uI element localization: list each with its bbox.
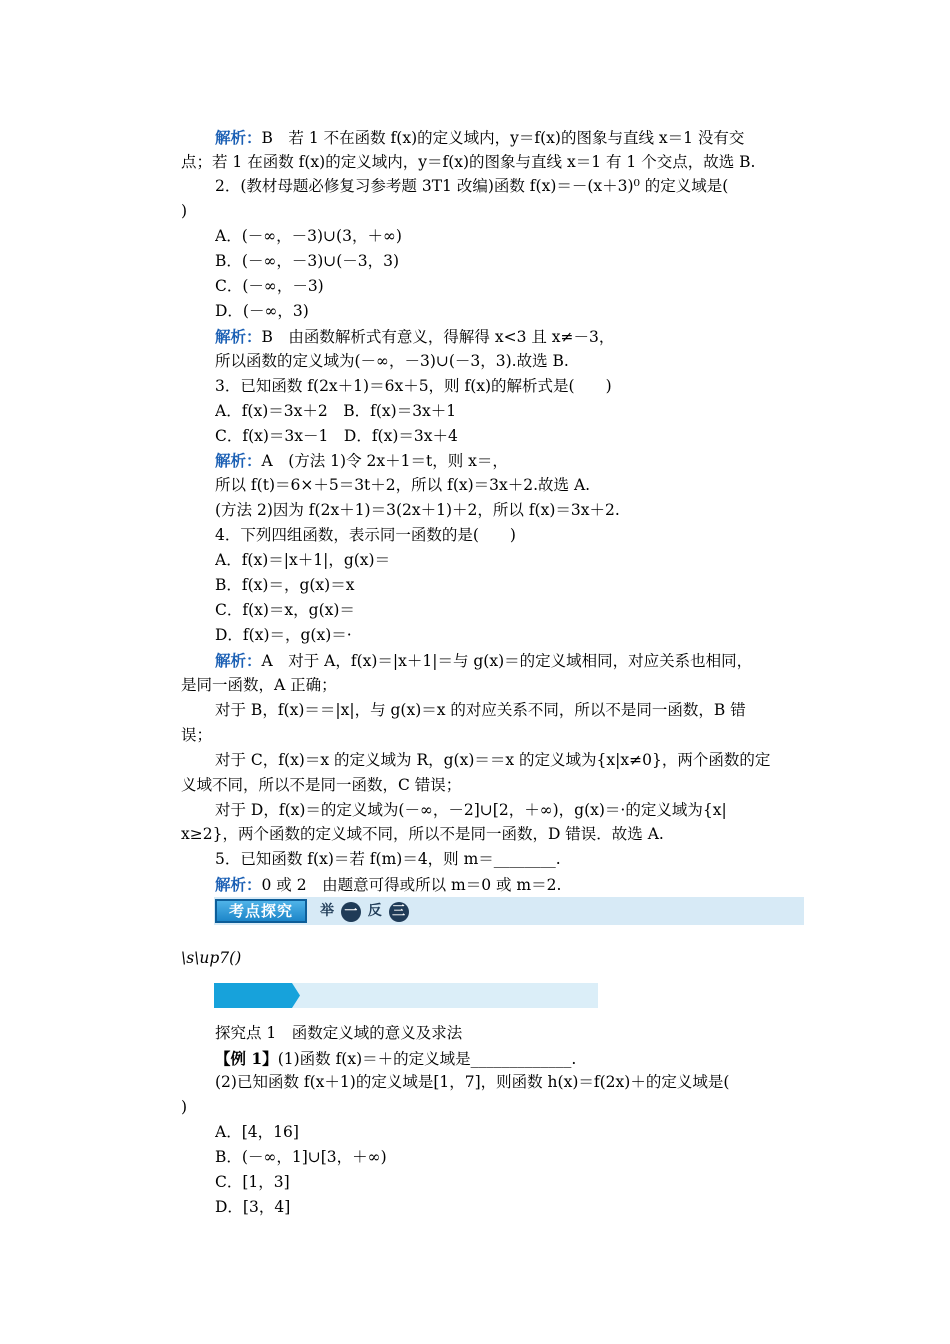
option-d: D．f(x)＝，g(x)＝· (215, 626, 352, 644)
text-line: 对于 D，f(x)＝的定义域为(－∞，－2]∪[2，＋∞)，g(x)＝·的定义域为{x| (215, 801, 727, 819)
question-4: 4．下列四组函数，表示同一函数的是( ) (215, 526, 516, 544)
question-2: 2．(教材母题必修复习参考题 3T1 改编)函数 f(x)＝－(x＋3)⁰ 的定义域是( (215, 177, 729, 195)
option-a: A．(－∞，－3)∪(3，＋∞) (215, 227, 402, 245)
answer-label: 解析： (215, 875, 262, 894)
example-line-1 (215, 1046, 771, 1072)
banner-tag: 考点探究 (215, 899, 307, 923)
answer-line-4 (215, 648, 771, 674)
line-text: B 若 1 不在函数 f(x)的定义域内，y＝f(x)的图象与直线 x＝1 没有交 (261, 129, 745, 147)
text-line: ) (181, 1098, 188, 1116)
text-line: 误； (181, 726, 213, 744)
stray-markup: \s\up7() (181, 949, 242, 967)
option-c: C．f(x)＝x，g(x)＝ (215, 601, 355, 619)
option-d: D．(－∞，3) (215, 302, 309, 320)
answer-label: 解析： (215, 128, 262, 147)
answer-label: 解析： (215, 327, 262, 346)
option-a: A．[4，16] (215, 1123, 299, 1141)
text-line: 对于 C，f(x)＝x 的定义域为 R，g(x)＝＝x 的定义域为{x|x≠0}，两个函数的定 (215, 751, 771, 769)
option-a: A．f(x)＝|x＋1|，g(x)＝ (215, 551, 391, 569)
answer-line-5 (215, 872, 771, 898)
motto-char: 举 (320, 903, 334, 919)
text-line: 所以 f(t)＝6×＋5＝3t＋2，所以 f(x)＝3x＋2.故选 A. (215, 476, 591, 494)
section-banner (214, 897, 804, 925)
decorative-bar (214, 983, 598, 1008)
answer-line-3 (215, 448, 771, 474)
option-c: C．[1，3] (215, 1173, 290, 1191)
option-b: B．(－∞，－3)∪(－3，3) (215, 252, 400, 270)
line-text: B 由函数解析式有意义，得解得 x<3 且 x≠－3， (261, 328, 615, 346)
line-text: (1)函数 f(x)＝＋的定义域是_____________. (277, 1050, 577, 1068)
option-d: D．[3，4] (215, 1198, 291, 1216)
bar-arrow-shape (214, 983, 300, 1008)
motto-circle: 一 (341, 902, 361, 922)
text-line: 对于 B，f(x)＝＝|x|，与 g(x)＝x 的对应关系不同，所以不是同一函数，B 错 (215, 701, 746, 719)
text-line: 义域不同，所以不是同一函数，C 错误； (181, 776, 462, 794)
line-text: A (方法 1)令 2x＋1＝t，则 x＝， (261, 452, 508, 470)
answer-line-1 (215, 125, 771, 151)
question-3: 3．已知函数 f(2x＋1)＝6x＋5，则 f(x)的解析式是( ) (215, 377, 612, 395)
example-label: 【例 1】 (215, 1049, 278, 1068)
banner-motto (320, 900, 411, 922)
text-line: (方法 2)因为 f(2x＋1)＝3(2x＋1)＋2，所以 f(x)＝3x＋2. (215, 501, 620, 519)
options-ab: A．f(x)＝3x＋2 B．f(x)＝3x＋1 (215, 402, 457, 420)
section-title: 探究点 1 函数定义域的意义及求法 (215, 1024, 463, 1042)
answer-line-2 (215, 324, 771, 350)
text-line: ) (181, 202, 188, 220)
answer-label: 解析： (215, 651, 262, 670)
motto-circle: 三 (389, 902, 409, 922)
text-line: 所以函数的定义域为(－∞，－3)∪(－3，3).故选 B. (215, 352, 569, 370)
option-b: B．(－∞，1]∪[3，＋∞) (215, 1148, 387, 1166)
line-text: 0 或 2 由题意可得或所以 m＝0 或 m＝2. (261, 876, 562, 894)
text-line: 点；若 1 在函数 f(x)的定义域内，y＝f(x)的图象与直线 x＝1 有 1 个交点，故选 B. (181, 153, 756, 171)
option-b: B．f(x)＝，g(x)＝x (215, 576, 355, 594)
text-line: x≥2}，两个函数的定义域不同，所以不是同一函数，D 错误．故选 A. (181, 825, 664, 843)
motto-char: 反 (367, 903, 382, 919)
option-c: C．(－∞，－3) (215, 277, 324, 295)
answer-label: 解析： (215, 451, 262, 470)
options-cd: C．f(x)＝3x－1 D．f(x)＝3x＋4 (215, 427, 458, 445)
question-5: 5．已知函数 f(x)＝若 f(m)＝4，则 m＝________. (215, 850, 561, 868)
text-line: 是同一函数，A 正确； (181, 676, 337, 694)
example-line-2: (2)已知函数 f(x＋1)的定义域是[1，7]，则函数 h(x)＝f(2x)＋的定义域是( (215, 1073, 730, 1091)
line-text: A 对于 A，f(x)＝|x＋1|＝与 g(x)＝的定义域相同，对应关系也相同， (261, 652, 753, 670)
